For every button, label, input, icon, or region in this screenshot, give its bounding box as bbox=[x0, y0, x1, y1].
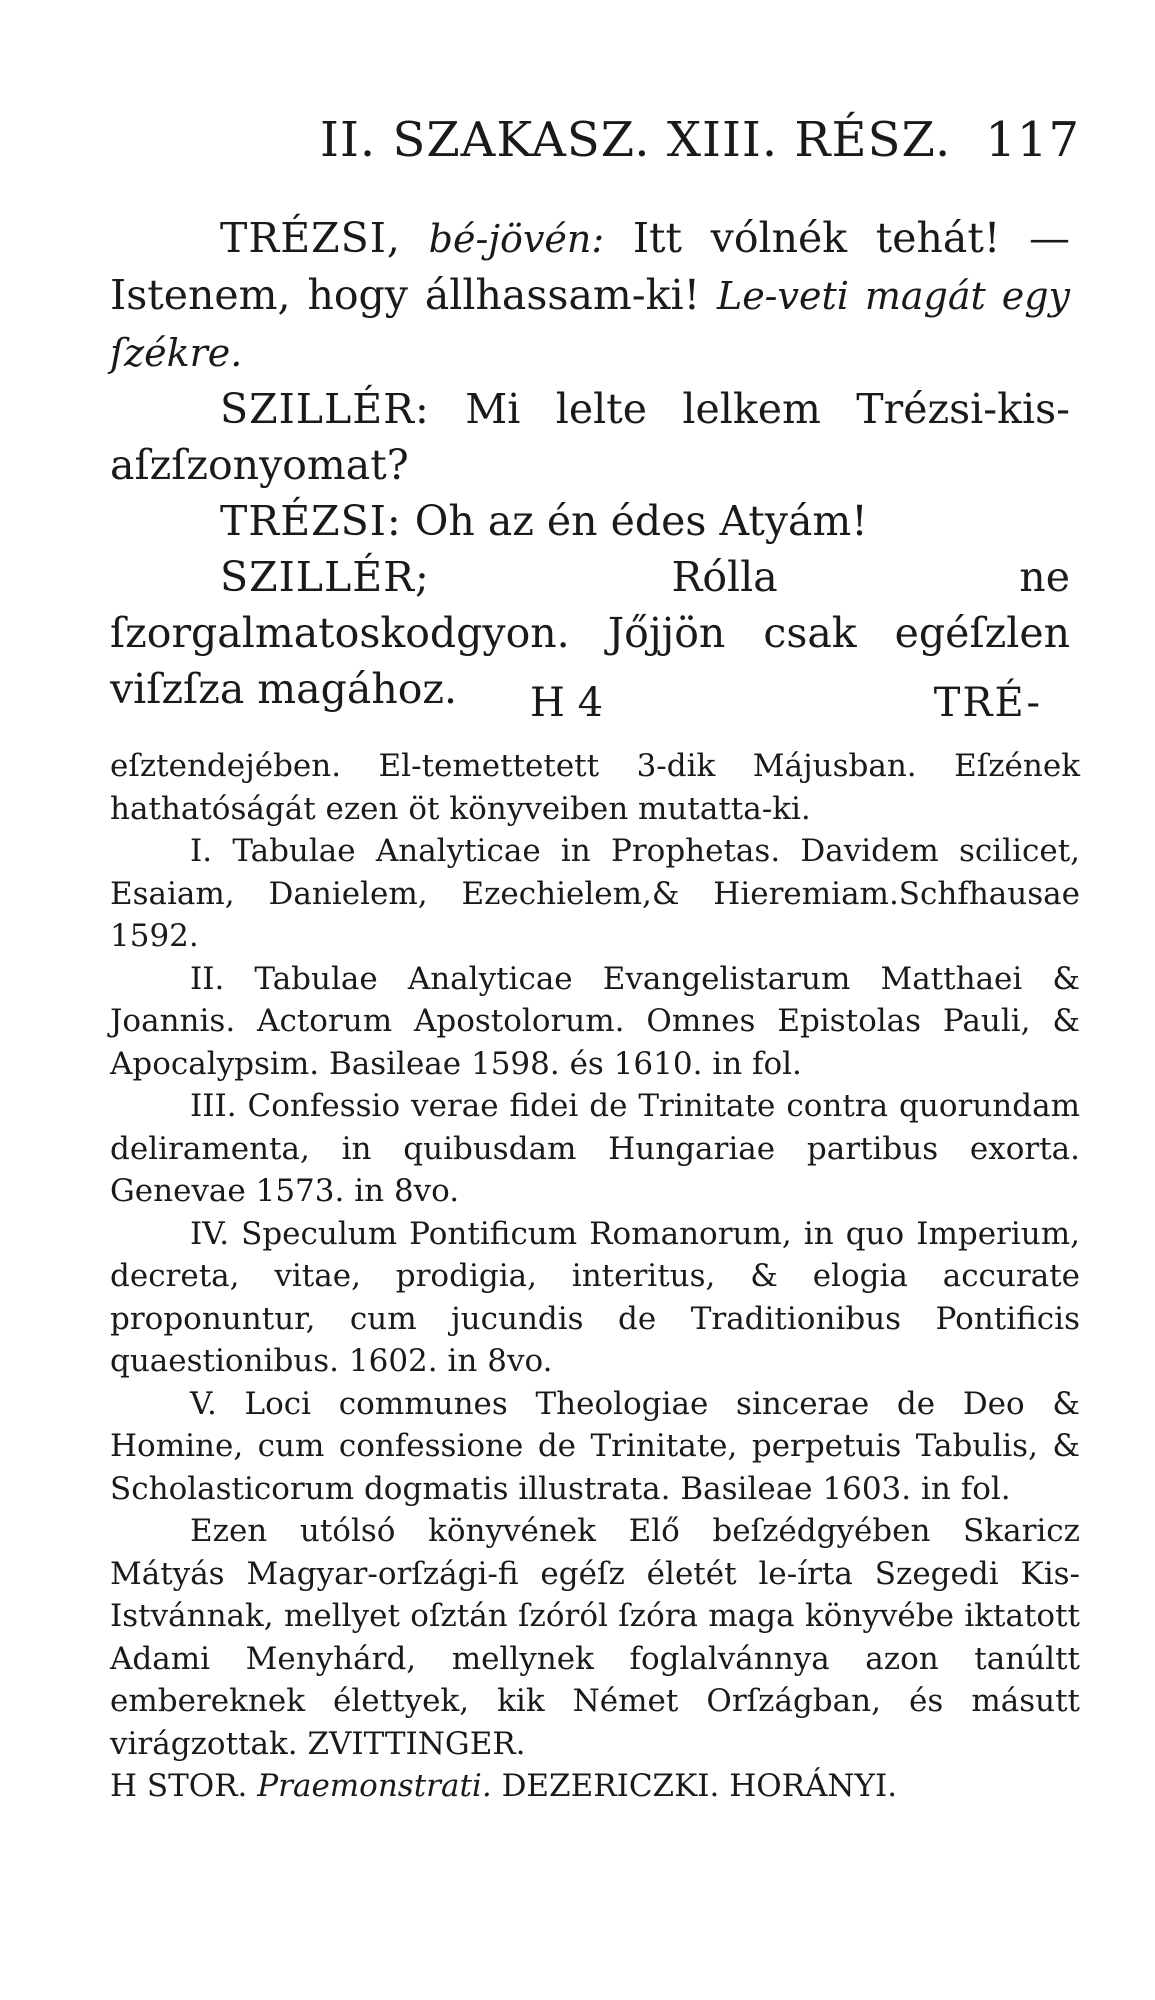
catchword: TRÉ- bbox=[933, 680, 1042, 726]
speaker-name: TRÉZSI bbox=[220, 214, 387, 262]
dialogue-line: TRÉZSI, bé-jövén: Itt vólnék tehát! — Istenem, hogy állhassam-ki! Le-veti magát egy ſzékre. bbox=[110, 214, 1070, 375]
dialogue-text: Rólla ne ſzorgalmatoskodgyon. Jőjjön csak egéſzlen viſzſza magához. bbox=[110, 553, 1070, 713]
bibliography-entry: I. Tabulae Analyticae in Prophetas. Davidem scilicet, Esaiam, Danielem, Ezechielem,& Hieremiam.Schfhausae 1592. bbox=[110, 833, 1080, 954]
footnote-block bbox=[110, 745, 1080, 1808]
bibliography-entry: V. Loci communes Theologiae sincerae de Deo & Homine, cum confessione de Trinitate, perpetuis Tabulis, & Scholasticorum dogmatis illustrata. Basileae 1603. in fol. bbox=[110, 1385, 1080, 1507]
footnote-paragraph: Ezen utólsó könyvének Elő beſzédgyében Skaricz Mátyás Magyar-orſzági-fi egéſz életét le-írta Szegedi Kis-Istvánnak, mellyet oſztán ſzóról ſzóra maga könyvébe iktatott Adami Menyhárd, mellynek foglalvánnya azon tanúltt embereknek élettyek, kik Német Orſzágban, és másutt virágzottak. ZVITTINGER. bbox=[110, 1513, 1080, 1762]
bibliography-entry: II. Tabulae Analyticae Evangelistarum Matthaei & Joannis. Actorum Apostolorum. Omnes Epistolas Pauli, & Apocalypsim. Basileae 1598. és 1610. in fol. bbox=[110, 960, 1080, 1082]
speaker-name: SZILLÉR; bbox=[220, 553, 430, 601]
stage-direction: Le-veti magát egy ſzékre. bbox=[110, 274, 1070, 375]
signature-line bbox=[110, 680, 1070, 736]
dialogue-text: Mi lelte lelkem Trézsi-kis-aſzſzonyomat? bbox=[110, 385, 1070, 489]
footnote-paragraph: eſztendejében. El-temettetett 3-dik Májusban. Eſzének hathatóságát ezen öt könyveiben mutatta-ki. bbox=[110, 748, 1080, 827]
footnote-final-line bbox=[110, 1765, 1080, 1808]
stage-direction: bé-jövén: bbox=[428, 217, 605, 261]
dialogue-text: Oh az én édes Atyám! bbox=[414, 497, 868, 545]
dialogue-text: Itt vólnék tehát! — Istenem, hogy állhassam-ki! bbox=[110, 214, 1070, 319]
page-number: 117 bbox=[985, 112, 1080, 168]
speaker-name: SZILLÉR: bbox=[220, 385, 430, 433]
dialogue-block bbox=[110, 210, 1070, 717]
source-ref-italic: Praemonstrati. bbox=[257, 1768, 492, 1804]
dialogue-line bbox=[110, 381, 1070, 493]
source-ref: DEZERICZKI. HORÁNYI. bbox=[501, 1768, 898, 1804]
section-title: II. SZAKASZ. XIII. RÉSZ. bbox=[320, 112, 952, 168]
running-header bbox=[320, 112, 1080, 168]
source-ref: H STOR. bbox=[110, 1768, 248, 1804]
bibliography-entry: III. Confessio verae fidei de Trinitate contra quorundam deliramenta, in quibusdam Hungariae partibus exorta. Genevae 1573. in 8vo. bbox=[110, 1088, 1080, 1209]
speaker-name: TRÉZSI: bbox=[220, 497, 402, 545]
bibliography-entry: IV. Speculum Pontificum Romanorum, in quo Imperium, decreta, vitae, prodigia, interitus, & elogia accurate proponuntur, cum jucundis de Traditionibus Pontificis quaestionibus. 1602. in 8vo. bbox=[110, 1215, 1080, 1379]
dialogue-line bbox=[110, 493, 1070, 549]
signature-mark: H 4 bbox=[530, 680, 604, 726]
